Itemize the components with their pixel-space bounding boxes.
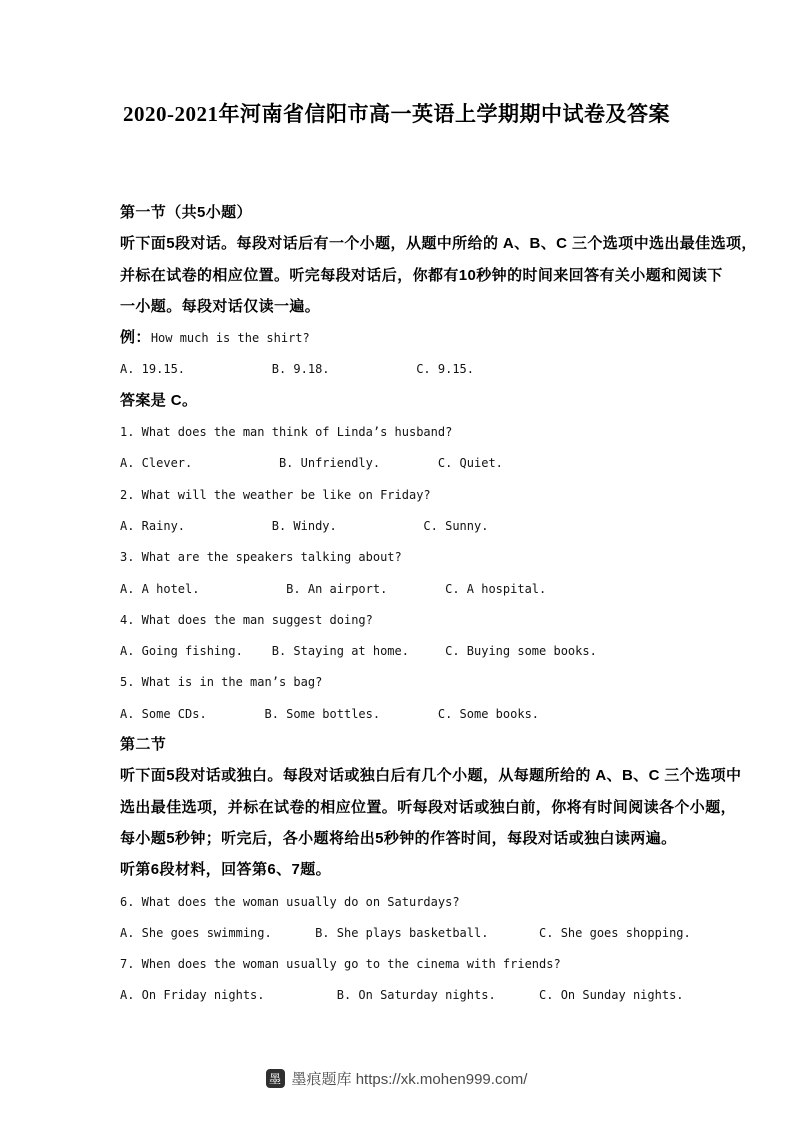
english-text: A. 19.15. B. 9.18. C. 9.15.	[120, 362, 475, 377]
chinese-text: 听下面5段对话。每段对话后有一个小题，从题中所给的 A、B、C 三个选项中选出最佳选项，	[120, 235, 757, 253]
english-text: How much is the shirt?	[150, 331, 310, 346]
english-text: 2. What will the weather be like on Friday?	[120, 487, 431, 502]
text-line	[120, 823, 678, 854]
chinese-text: 选出最佳选项，并标在试卷的相应位置。听每段对话或独白前，你将有时间阅读各个小题，	[120, 798, 737, 816]
text-line	[120, 197, 678, 228]
english-text: 5. What is in the man’s bag?	[120, 675, 323, 690]
text-line	[120, 510, 678, 541]
text-line	[120, 948, 678, 979]
text-line	[120, 228, 757, 259]
chinese-text: 每小题5秒钟；听完后，各小题将给出5秒钟的作答时间，每段对话或独白读两遍。	[120, 829, 677, 847]
english-text: A. She goes swimming. B. She plays basketball. C. She goes shopping.	[120, 925, 691, 940]
page-title: 2020-2021年河南省信阳市高一英语上学期期中试卷及答案	[123, 102, 670, 126]
text-line	[120, 854, 678, 885]
english-text: 3. What are the speakers talking about?	[120, 550, 402, 565]
text-line	[120, 729, 678, 760]
text-line	[120, 979, 684, 1010]
english-text: A. A hotel. B. An airport. C. A hospital.	[120, 581, 547, 596]
english-text: 4. What does the man suggest doing?	[120, 612, 373, 627]
english-text: A. Clever. B. Unfriendly. C. Quiet.	[120, 456, 503, 471]
text-line	[120, 353, 678, 384]
chinese-text: 第一节（共5小题）	[120, 204, 252, 221]
site-name-and-url: 墨痕题库 https://xk.mohen999.com/	[291, 1071, 528, 1088]
text-line	[120, 573, 678, 604]
text-line	[120, 416, 678, 447]
english-text: 6. What does the woman usually do on Saturdays?	[120, 894, 460, 909]
chinese-text: 听下面5段对话或独白。每段对话或独白后有几个小题，从每题所给的 A、B、C 三个选项中	[120, 767, 742, 785]
text-line	[120, 541, 678, 572]
text-line	[120, 260, 723, 291]
text-line	[120, 604, 678, 635]
text-line	[120, 385, 678, 416]
text-line	[120, 792, 737, 823]
text-line	[120, 479, 678, 510]
chinese-text: 例：	[120, 329, 151, 347]
text-line	[120, 886, 678, 917]
english-text: 1. What does the man think of Linda’s husband?	[120, 425, 453, 440]
text-line	[120, 917, 691, 948]
chinese-text: 第二节	[120, 736, 167, 754]
text-line	[120, 635, 678, 666]
text-line	[120, 291, 678, 322]
chinese-text: 并标在试卷的相应位置。听完每段对话后，你都有10秒钟的时间来回答有关小题和阅读下	[120, 266, 723, 284]
chinese-text: 答案是 C。	[120, 391, 198, 409]
text-line	[120, 447, 678, 478]
text-line	[120, 760, 742, 791]
chinese-text: 一小题。每段对话仅读一遍。	[120, 297, 321, 315]
footer	[0, 1068, 793, 1089]
content-lines	[120, 197, 757, 1011]
text-line	[120, 698, 678, 729]
english-text: A. Some CDs. B. Some bottles. C. Some books.	[120, 706, 540, 721]
chinese-text: 听第6段材料，回答第6、7题。	[120, 861, 332, 879]
text-line	[120, 322, 678, 353]
english-text: A. Going fishing. B. Staying at home. C. Buying some books.	[120, 644, 597, 659]
english-text: A. Rainy. B. Windy. C. Sunny.	[120, 518, 489, 533]
english-text: A. On Friday nights. B. On Saturday nights. C. On Sunday nights.	[120, 988, 684, 1003]
english-text: 7. When does the woman usually go to the cinema with friends?	[120, 957, 561, 972]
site-logo-icon: 墨	[266, 1069, 285, 1088]
text-line	[120, 666, 678, 697]
